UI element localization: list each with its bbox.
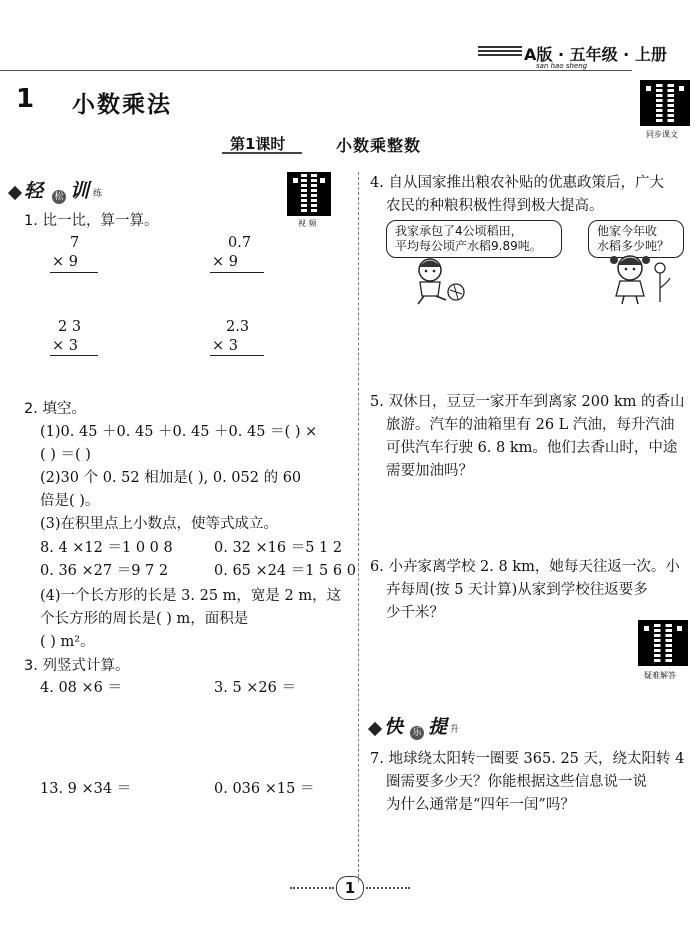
- calc-problem: 13. 9 ×34 ＝: [40, 781, 132, 797]
- section-title-char: 快: [384, 716, 404, 738]
- question-line: 旅游。汽车的油箱里有 26 L 汽油，每升汽油: [386, 417, 675, 433]
- question-line: (3)在积里点上小数点，使等式成立。: [40, 516, 279, 532]
- footer-dots-left: [290, 887, 334, 889]
- chapter-number: 1: [16, 84, 35, 114]
- section-title-badge: 乐: [410, 720, 424, 740]
- question-line: ( ) m²。: [40, 634, 95, 650]
- brand-label: san hao sheng: [536, 62, 588, 70]
- question-line: 农民的种粮积极性得到极大提高。: [386, 198, 604, 214]
- lesson-label: 第1课时: [230, 135, 286, 153]
- section-title-small: 练: [93, 189, 103, 199]
- question-line: 少千米？: [386, 605, 444, 621]
- vertical-calc-top: 2 3: [58, 319, 82, 335]
- question-title: 1. 比一比，算一算。: [24, 213, 159, 229]
- vertical-calc-top: 0.7: [228, 235, 252, 251]
- bubble-text: 他家今年收: [597, 224, 658, 238]
- bubble-text: 平均每公顷产水稻9.89吨。: [395, 239, 542, 253]
- question-line: 7. 地球绕太阳转一圈要 365. 25 天，绕太阳转 4: [370, 751, 685, 767]
- left-section-header: [8, 178, 148, 204]
- qr-code[interactable]: [287, 172, 331, 216]
- question-line: (4)一个长方形的长是 3. 25 m，宽是 2 m，这: [40, 588, 342, 604]
- qr-caption: 疑难解答: [644, 671, 676, 680]
- section-title-badge: 松: [52, 184, 66, 204]
- calc-problem: 4. 08 ×6 ＝: [40, 680, 122, 696]
- vertical-calc-mul: × 3: [212, 338, 238, 354]
- qr-caption: 同步课文: [646, 130, 678, 139]
- question-line: (2)30 个 0. 52 相加是( ), 0. 052 的 60: [40, 470, 302, 486]
- lesson-title: 小数乘整数: [336, 136, 422, 155]
- question-line: 为什么通常是“四年一闰”吗？: [386, 797, 575, 813]
- footer-dots-right: [366, 887, 410, 889]
- edition-label: A版 · 五年级 · 上册: [524, 45, 667, 64]
- calc-problem: 3. 5 ×26 ＝: [214, 680, 296, 696]
- question-line: 需要加油吗？: [386, 463, 473, 479]
- chapter-title: 小数乘法: [72, 92, 172, 118]
- vertical-calc-mul: × 9: [212, 254, 238, 270]
- column-divider: [358, 172, 359, 882]
- qr-caption: 视 频: [298, 219, 317, 228]
- equation: 0. 32 ×16 ＝5 1 2: [214, 540, 343, 556]
- calc-line: [210, 355, 264, 356]
- question-line: 5. 双休日，豆豆一家开车到离家 200 km 的香山: [370, 394, 685, 410]
- question-line: (1)0. 45 ＋0. 45 ＋0. 45 ＋0. 45 ＝( ) ×: [40, 424, 318, 440]
- section-title-char: 训: [70, 180, 90, 202]
- header-lines: [478, 46, 522, 58]
- equation: 0. 65 ×24 ＝1 5 6 0: [214, 563, 356, 579]
- speech-bubble: [386, 220, 562, 258]
- calc-line: [50, 355, 98, 356]
- vertical-calc-top: 2.3: [226, 319, 250, 335]
- question-line: 倍是( )。: [40, 493, 100, 509]
- question-title: 3. 列竖式计算。: [24, 658, 130, 674]
- qr-code[interactable]: [638, 620, 688, 666]
- question-line: 个长方形的周长是( ) m，面积是: [40, 611, 249, 627]
- section-title-char: 轻: [24, 180, 44, 202]
- right-section-header: [368, 714, 508, 740]
- equation: 8. 4 ×12 ＝1 0 0 8: [40, 540, 173, 556]
- leaf-icon: [368, 722, 382, 736]
- header-rule: [0, 70, 632, 71]
- leaf-icon: [8, 186, 22, 200]
- question-line: ( ) ＝( ): [40, 447, 91, 463]
- calc-line: [50, 272, 98, 273]
- question-line: 4. 自从国家推出粮农补贴的优惠政策后，广大: [370, 175, 664, 191]
- bubble-text: 水稻多少吨？: [597, 239, 670, 253]
- section-title-char: 提: [428, 716, 448, 738]
- boy-illustration: [400, 256, 480, 306]
- question-title: 2. 填空。: [24, 401, 86, 417]
- equation: 0. 36 ×27 ＝9 7 2: [40, 563, 169, 579]
- vertical-calc-mul: × 9: [52, 254, 78, 270]
- calc-problem: 0. 036 ×15 ＝: [214, 781, 315, 797]
- question-line: 6. 小卉家离学校 2. 8 km，她每天往返一次。小: [370, 559, 680, 575]
- section-title-small: 升: [450, 725, 460, 735]
- question-line: 可供汽车行驶 6. 8 km。他们去香山时，中途: [386, 440, 678, 456]
- page-number: 1: [336, 876, 364, 900]
- question-line: 圈需要多少天？你能根据这些信息说一说: [386, 774, 647, 790]
- bubble-text: 我家承包了4公顷稻田，: [395, 224, 523, 238]
- vertical-calc-mul: × 3: [52, 338, 78, 354]
- girl-illustration: [600, 250, 680, 306]
- question-line: 卉每周(按 5 天计算)从家到学校往返要多: [386, 582, 648, 598]
- calc-line: [210, 272, 264, 273]
- qr-code[interactable]: [640, 80, 690, 126]
- vertical-calc-top: 7: [70, 235, 80, 251]
